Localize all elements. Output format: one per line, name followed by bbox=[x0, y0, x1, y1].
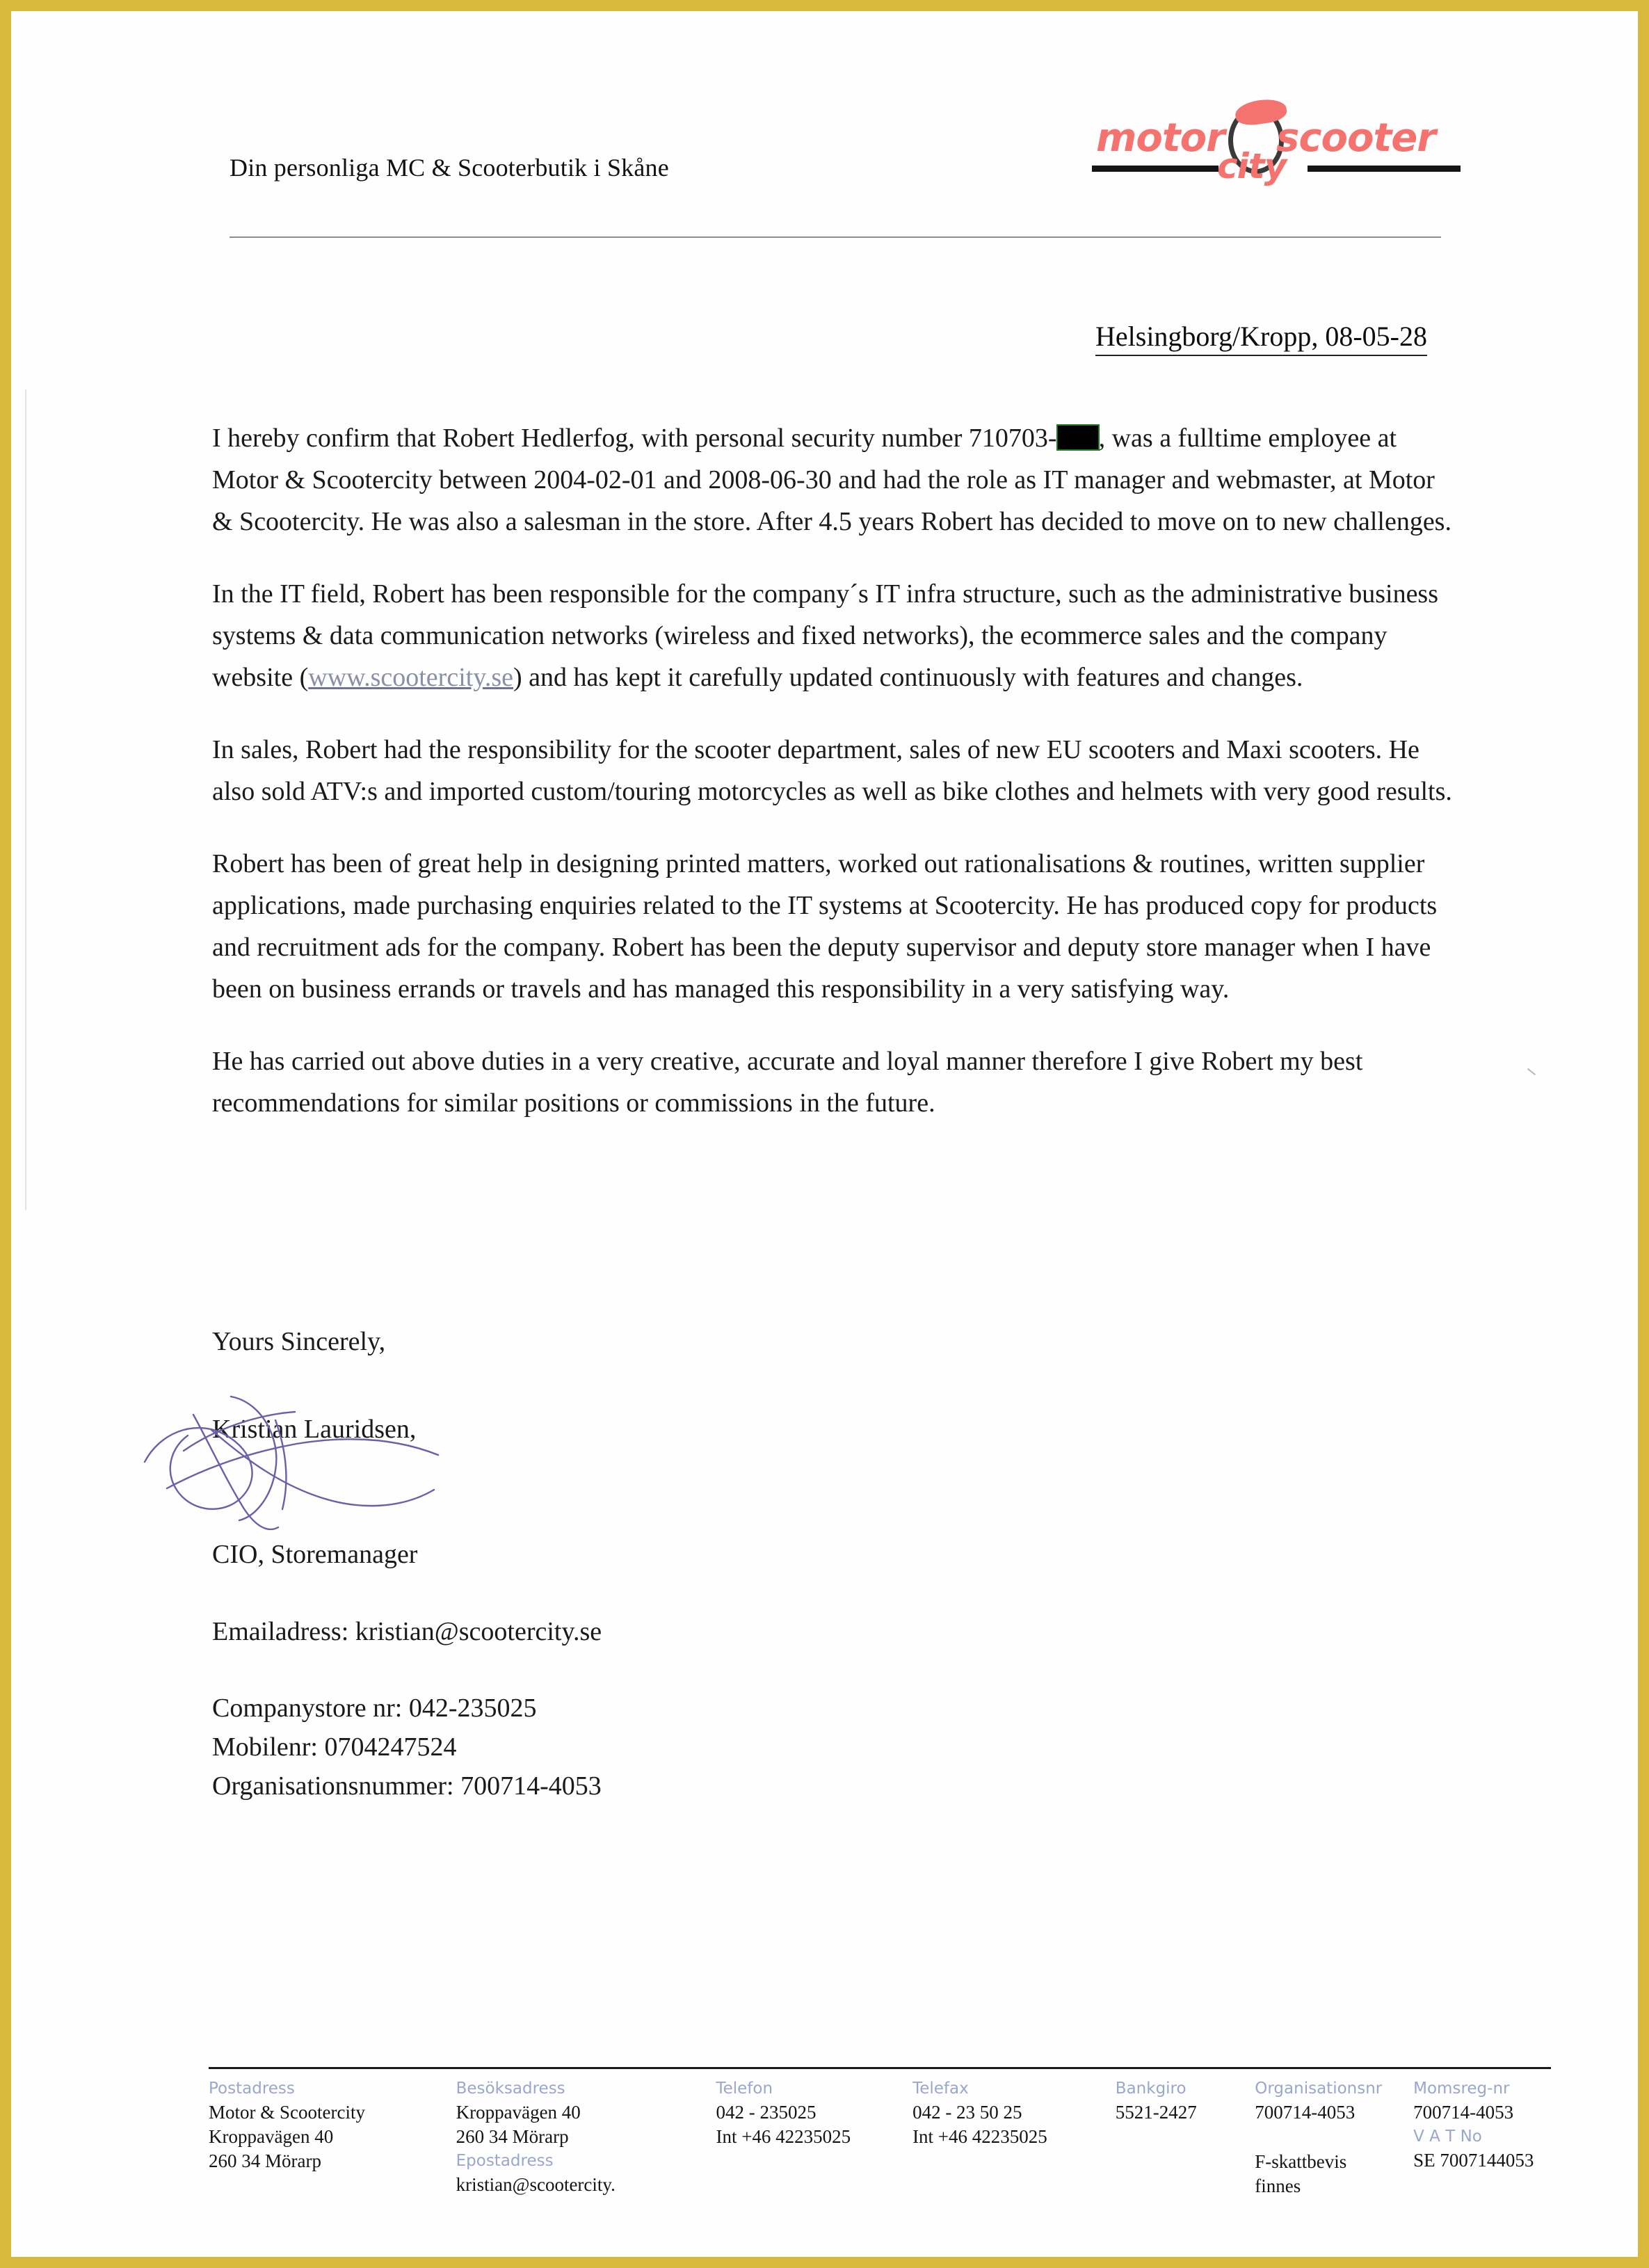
besoksadress-line-1: Kroppavägen 40 bbox=[456, 2102, 581, 2123]
paragraph-2 bbox=[212, 573, 1457, 698]
telefon-line-1: 042 - 235025 bbox=[716, 2102, 817, 2123]
logo-word-scooter: scooter bbox=[1276, 115, 1435, 161]
telefax-line-2: Int +46 42235025 bbox=[912, 2126, 1047, 2147]
footer-col-telefax bbox=[912, 2077, 1116, 2149]
f-skattbevis-line-2: finnes bbox=[1255, 2175, 1301, 2196]
spacer bbox=[1255, 2125, 1401, 2150]
website-link[interactable]: www.scootercity.se bbox=[308, 663, 513, 692]
companystore-number: Companystore nr: 042-235025 bbox=[212, 1694, 537, 1723]
postadress-line-3: 260 34 Mörarp bbox=[209, 2150, 321, 2171]
footer-heading-organisationsnr: Organisationsnr bbox=[1255, 2080, 1383, 2098]
spacer bbox=[212, 1449, 1186, 1497]
footer-col-bankgiro bbox=[1116, 2077, 1255, 2125]
footer-col-postadress bbox=[209, 2077, 456, 2173]
footer-heading-besoksadress: Besöksadress bbox=[456, 2080, 565, 2098]
spacer bbox=[212, 1497, 1186, 1534]
footer-col-besoksadress bbox=[456, 2077, 716, 2197]
bankgiro-value: 5521-2427 bbox=[1115, 2102, 1197, 2123]
footer-heading-postadress: Postadress bbox=[209, 2080, 295, 2098]
paragraph-1-part-a: I hereby confirm that Robert Hedlerfog, with personal security number 710703- bbox=[212, 424, 1057, 453]
footer-heading-telefon: Telefon bbox=[716, 2080, 773, 2098]
footer-heading-momsreg: Momsreg-nr bbox=[1413, 2080, 1510, 2098]
signer-title: CIO, Storemanager bbox=[212, 1540, 418, 1569]
organisationsnr-value: 700714-4053 bbox=[1255, 2102, 1356, 2123]
logo-bar-left bbox=[1092, 166, 1218, 172]
paragraph-1 bbox=[212, 417, 1457, 542]
dateline: Helsingborg/Kropp, 08-05-28 bbox=[1095, 320, 1427, 356]
footer bbox=[209, 2077, 1572, 2198]
signer-name: Kristian Lauridsen, bbox=[212, 1415, 417, 1444]
letter-body bbox=[212, 417, 1457, 1155]
spacer bbox=[212, 1575, 1186, 1612]
spacer bbox=[212, 1651, 1186, 1689]
besoksadress-line-2: 260 34 Mörarp bbox=[456, 2126, 569, 2147]
mobile-number: Mobilenr: 0704247524 bbox=[212, 1732, 457, 1762]
footer-heading-bankgiro: Bankgiro bbox=[1115, 2080, 1187, 2098]
logo-word-motor: motor bbox=[1096, 115, 1225, 161]
postadress-line-2: Kroppavägen 40 bbox=[209, 2126, 334, 2147]
scan-edge-artifact bbox=[25, 389, 26, 1210]
telefax-line-1: 042 - 23 50 25 bbox=[912, 2102, 1022, 2123]
redaction-block bbox=[1058, 426, 1098, 449]
organisation-number: Organisationsnummer: 700714-4053 bbox=[212, 1771, 602, 1801]
footer-col-momsreg bbox=[1413, 2077, 1572, 2173]
telefon-line-2: Int +46 42235025 bbox=[716, 2126, 851, 2147]
company-tagline: Din personliga MC & Scooterbutik i Skåne bbox=[230, 154, 669, 182]
closing-salutation: Yours Sincerely, bbox=[212, 1327, 386, 1356]
f-skattbevis-line-1: F-skattbevis bbox=[1255, 2151, 1347, 2172]
footer-col-telefon bbox=[716, 2077, 912, 2149]
vat-value: SE 7007144053 bbox=[1413, 2150, 1534, 2171]
footer-heading-vat: V A T No bbox=[1413, 2128, 1482, 2146]
epostadress-value: kristian@scootercity. bbox=[456, 2174, 616, 2195]
footer-heading-telefax: Telefax bbox=[912, 2080, 969, 2098]
logo-bar-right bbox=[1308, 166, 1461, 172]
momsreg-value: 700714-4053 bbox=[1413, 2102, 1514, 2123]
postadress-line-1: Motor & Scootercity bbox=[209, 2102, 365, 2123]
paragraph-5: He has carried out above duties in a very creative, accurate and loyal manner therefore I give Robert my best recommendations for similar positions or commissions in the future. bbox=[212, 1047, 1363, 1118]
footer-divider bbox=[209, 2067, 1551, 2069]
paragraph-4: Robert has been of great help in designing printed matters, worked out rationalisations & routines, written supplier applications, made purchasing enquiries related to the IT systems at Scootercity. He has produced copy for products and recruitment ads for the company. Robert has been the deputy supervisor and deputy store manager when I have been on business errands or travels and has managed this responsibility in a very satisfying way. bbox=[212, 849, 1438, 1004]
spacer bbox=[212, 1362, 1186, 1409]
paragraph-2-part-a: In the IT field, Robert has been responsible for the company´s IT infra structure, such as the administrative business systems & data communication networks (wireless and fixed networks), the ecommerce sales and the company website ( bbox=[212, 579, 1439, 692]
paragraph-2-part-b: ) and has kept it carefully updated continuously with features and changes. bbox=[513, 663, 1303, 692]
signer-email: Emailadress: kristian@scootercity.se bbox=[212, 1617, 602, 1646]
signoff-block bbox=[212, 1321, 1186, 1805]
paragraph-1-part-b: , was a fulltime employee at Motor & Scootercity between 2004-02-01 and 2008-06-30 and had the role as IT manager and webmaster, at Motor & Scootercity. He was also a salesman in the store. After 4.5 years Robert has decided to move on to new challenges. bbox=[212, 424, 1451, 536]
logo-word-city: city bbox=[1217, 146, 1287, 186]
footer-col-organisationsnr bbox=[1255, 2077, 1413, 2198]
footer-heading-epostadress: Epostadress bbox=[456, 2152, 554, 2170]
letterhead-divider bbox=[230, 236, 1441, 238]
company-logo bbox=[1092, 97, 1461, 188]
paragraph-3: In sales, Robert had the responsibility for the scooter department, sales of new EU scooters and Maxi scooters. He also sold ATV:s and imported custom/touring motorcycles as well as bike clothes and helmets with very good results. bbox=[212, 735, 1452, 806]
